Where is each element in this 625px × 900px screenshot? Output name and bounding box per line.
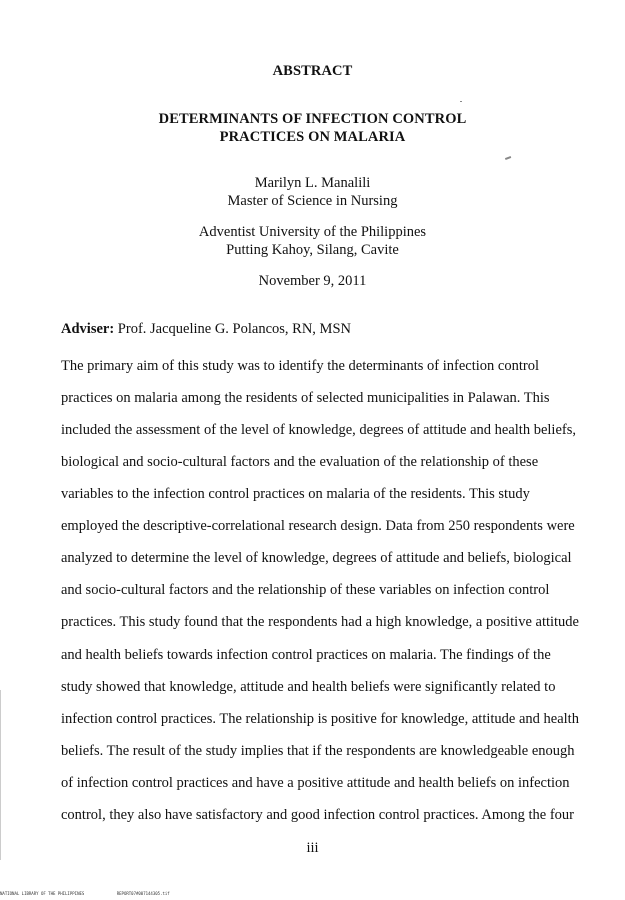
title-line-2: PRACTICES ON MALARIA [219,129,406,145]
body-line: employed the descriptive-correlational research design. Data from 250 respondents were [61,518,575,534]
page-number: iii [306,840,319,856]
body-line: study showed that knowledge, attitude and health beliefs were significantly related to [61,679,556,695]
body-line: The primary aim of this study was to identify the determinants of infection control [61,358,539,374]
institution-name: Adventist University of the Philippines [198,224,427,240]
author-degree: Master of Science in Nursing [227,193,398,209]
body-line: practices. This study found that the respondents had a high knowledge, a positive attitude [61,614,579,630]
adviser-line [61,319,351,339]
body-line: beliefs. The result of the study implies that if the respondents are knowledgeable enough [61,743,575,759]
scan-footer [0,891,170,897]
author-name: Marilyn L. Manalili [254,175,371,191]
body-line: practices on malaria among the residents of selected municipalities in Palawan. This [61,390,550,406]
body-line: analyzed to determine the level of knowledge, degrees of attitude and beliefs, biological [61,550,572,566]
document-date: November 9, 2011 [258,273,367,289]
title-line-1: DETERMINANTS OF INFECTION CONTROL [158,111,467,127]
body-line: biological and socio-cultural factors and the evaluation of the relationship of these [61,454,539,470]
institution-location: Putting Kahoy, Silang, Cavite [226,242,399,258]
abstract-heading: ABSTRACT [272,63,353,79]
body-line: and health beliefs towards infection control practices on malaria. The findings of the [61,647,551,663]
scan-edge-mark [0,690,1,860]
scan-speck [460,101,462,102]
body-line: and socio-cultural factors and the relationship of these variables on infection control [61,582,550,598]
body-line: variables to the infection control practices on malaria of the residents. This study [61,486,530,502]
scan-footer-filename: REPORT07#007144305.tif [116,891,170,896]
scan-speck [505,156,511,159]
body-line: control, they also have satisfactory and good infection control practices. Among the four [61,807,574,823]
adviser-name: Prof. Jacqueline G. Polancos, RN, MSN [117,321,351,337]
body-line: of infection control practices and have a positive attitude and health beliefs on infection [61,775,570,791]
adviser-label: Adviser: [61,321,115,337]
scan-footer-library: NATIONAL LIBRARY OF THE PHILIPPINES [0,891,85,896]
body-line: included the assessment of the level of knowledge, degrees of attitude and health beliefs, [61,422,576,438]
body-line: infection control practices. The relationship is positive for knowledge, attitude and health [61,711,579,727]
